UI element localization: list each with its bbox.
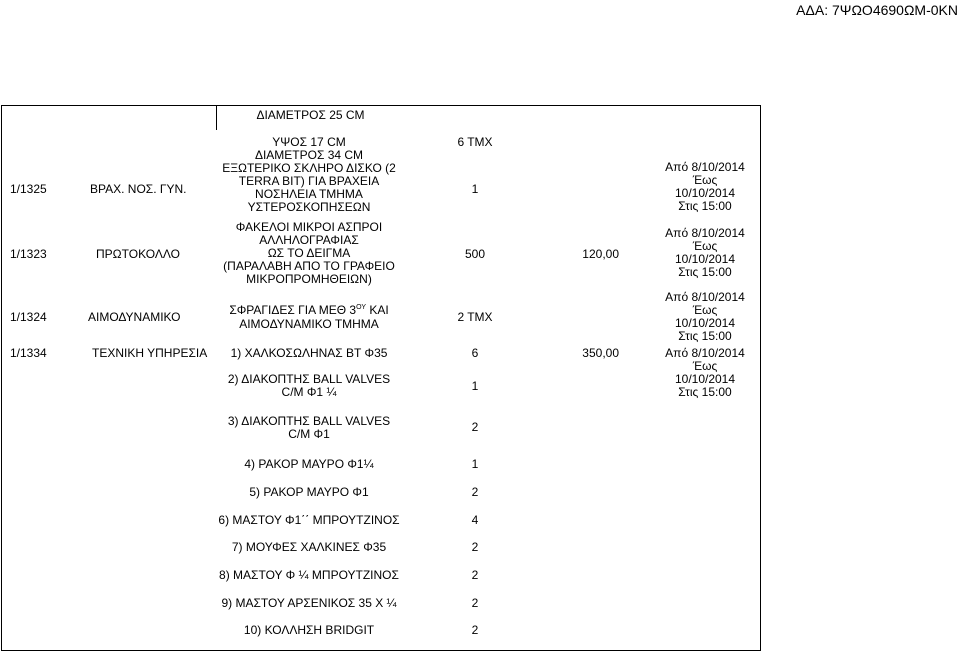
item-2-desc-line-2: C/M Φ1 ¼	[281, 385, 337, 399]
row-1324-code: 1/1324	[10, 310, 47, 324]
period-line: 10/10/2014	[674, 316, 736, 330]
period-line: Στις 15:00	[678, 199, 732, 213]
item-8-desc: 8) ΜΑΣΤΟΥ Φ ¼ ΜΠΡΟΥΤΖΙΝΟΣ	[219, 568, 399, 582]
period-line: 10/10/2014	[674, 372, 736, 386]
row-1324-desc-line-2: ΑΙΜΟΔΥΝΑΜΙΚΟ ΤΜΗΜΑ	[239, 317, 379, 331]
period-line: Στις 15:00	[678, 265, 732, 279]
row-1323-code: 1/1323	[10, 247, 47, 261]
period-line: Από 8/10/2014	[665, 226, 745, 240]
item-1-desc: 1) ΧΑΛΚΟΣΩΛΗΝΑΣ ΒΤ Φ35	[230, 346, 388, 360]
item-2-desc: 2) ΔΙΑΚΟΠΤΗΣ BALL VALVES	[227, 372, 391, 386]
period-line: Από 8/10/2014	[665, 346, 745, 360]
item-3-desc: 3) ΔΙΑΚΟΠΤΗΣ BALL VALVES	[227, 414, 391, 428]
row-1325-desc-line: ΝΟΣΗΛΕΙΑ ΤΜΗΜΑ	[255, 187, 363, 201]
item-4-desc: 4) ΡΑΚΟΡ ΜΑΥΡΟ Φ1¼	[244, 457, 374, 471]
row-1323-qty: 500	[464, 247, 486, 261]
item-2-qty: 1	[471, 379, 479, 393]
row-1324-department: ΑΙΜΟΔΥΝΑΜΙΚΟ	[88, 310, 181, 324]
item-10-qty: 2	[471, 623, 479, 637]
row-1325-desc-line: ΥΨΟΣ 17 CM	[272, 135, 346, 149]
period-line: Έως	[692, 359, 718, 373]
ada-header: ΑΔΑ: 7ΨΩΟ4690ΩΜ-0ΚΝ	[796, 2, 958, 18]
item-9-desc: 9) ΜΑΣΤΟΥ ΑΡΣΕΝΙΚΟΣ 35 Χ ¼	[221, 596, 397, 610]
period-line: 10/10/2014	[674, 252, 736, 266]
item-6-desc: 6) ΜΑΣΤΟΥ Φ1΄΄ ΜΠΡΟΥΤΖΙΝΟΣ	[218, 513, 400, 527]
row-1323-desc-line: ΜΙΚΡΟΠΡΟΜΗΘΕΙΩΝ)	[246, 272, 372, 286]
row-1325-desc-line: ΕΞΩΤΕΡΙΚΟ ΣΚΛΗΡΟ ΔΙΣΚΟ (2	[222, 161, 396, 175]
item-7-desc: 7) ΜΟΥΦΕΣ ΧΑΛΚΙΝΕΣ Φ35	[231, 540, 387, 554]
row-1323-desc-line: ΦΑΚΕΛΟΙ ΜΙΚΡΟΙ ΑΣΠΡΟΙ	[235, 220, 383, 234]
table-bottom-border	[1, 650, 761, 651]
period-line: Έως	[692, 239, 718, 253]
period-line: Έως	[692, 173, 718, 187]
row-1324-desc-line	[205, 304, 413, 317]
item-6-qty: 4	[471, 513, 479, 527]
row-1325-code: 1/1325	[10, 182, 47, 196]
item-4-qty: 1	[471, 457, 479, 471]
table-left-border	[1, 105, 2, 651]
row-1325-qty: 1	[471, 182, 479, 196]
period-line: Από 8/10/2014	[665, 290, 745, 304]
row-1323-desc-line: ΩΣ ΤΟ ΔΕΙΓΜΑ	[267, 246, 351, 260]
row-1325-department: ΒΡΑΧ. ΝΟΣ. ΓΥΝ.	[90, 182, 187, 196]
item-10-desc: 10) ΚΟΛΛΗΣΗ BRIDGIT	[243, 623, 375, 637]
row-1325-qty-top: 6 ΤΜΧ	[457, 135, 493, 149]
period-line: Στις 15:00	[678, 329, 732, 343]
row-1324-desc-superscript: ΟΥ	[356, 304, 366, 311]
row-1334-price: 350,00	[582, 346, 619, 360]
item-9-qty: 2	[471, 596, 479, 610]
item-1-qty: 6	[471, 346, 479, 360]
item-5-desc: 5) ΡΑΚΟΡ ΜΑΥΡΟ Φ1	[249, 485, 369, 499]
item-7-qty: 2	[471, 540, 479, 554]
row-1323-price: 120,00	[582, 247, 619, 261]
row-1323-desc-line: ΑΛΛΗΛΟΓΡΑΦΙΑΣ	[259, 233, 359, 247]
item-3-qty: 2	[471, 420, 479, 434]
row-1323-desc-line: (ΠΑΡΑΛΑΒΗ ΑΠΟ ΤΟ ΓΡΑΦΕΙΟ	[223, 259, 395, 273]
period-line: Στις 15:00	[678, 385, 732, 399]
table-top-border	[1, 105, 761, 106]
row-1324-desc-text: ΣΦΡΑΓΙΔΕΣ ΓΙΑ ΜΕΘ 3	[229, 303, 357, 317]
item-5-qty: 2	[471, 485, 479, 499]
item-3-desc-line-2: C/M Φ1	[288, 427, 330, 441]
row-1325-desc-line: ΔΙΑΜΕΤΡΟΣ 34 CM	[254, 148, 364, 162]
row-1323-department: ΠΡΩΤΟΚΟΛΛΟ	[96, 247, 180, 261]
row-1324-qty: 2 ΤΜΧ	[457, 310, 493, 324]
top-item-desc: ΔΙΑΜΕΤΡΟΣ 25 CM	[256, 108, 365, 122]
row-1324-desc-text-end: ΚΑΙ	[366, 303, 389, 317]
period-line: Έως	[692, 303, 718, 317]
row-1325-desc-line: ΥΣΤΕΡΟΣΚΟΠΗΣΕΩΝ	[247, 200, 371, 214]
item-8-qty: 2	[471, 568, 479, 582]
row-1334-department: ΤΕΧΝΙΚΗ ΥΠΗΡΕΣΙΑ	[92, 346, 208, 360]
row-1334-code: 1/1334	[10, 346, 47, 360]
row-1325-desc-line: TERRA BIT) ΓΙΑ ΒΡΑΧΕΙΑ	[238, 174, 380, 188]
period-line: Από 8/10/2014	[665, 160, 745, 174]
period-line: 10/10/2014	[674, 186, 736, 200]
table-right-border	[760, 105, 761, 651]
